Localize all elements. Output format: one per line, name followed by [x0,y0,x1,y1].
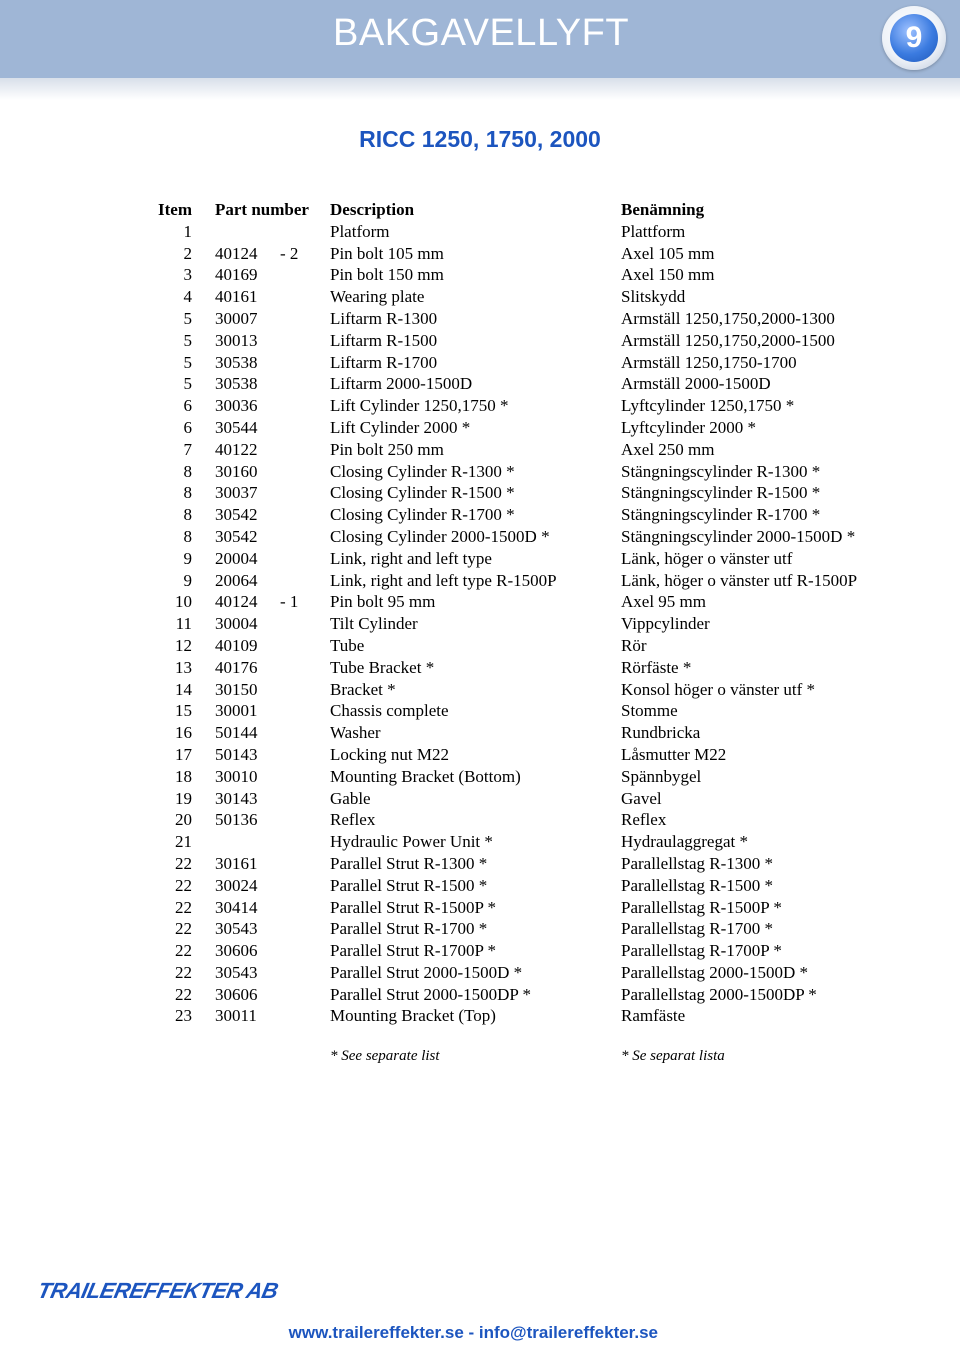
table-row [0,722,960,744]
item-cell: 8 [183,461,192,481]
item-cell: 14 [175,679,192,699]
benamning-cell: Rörfäste * [621,657,692,677]
description-cell: Parallel Strut R-1500 * [330,875,488,895]
item-cell: 13 [175,657,192,677]
part-number-cell: 50144 [215,723,258,743]
item-cell: 6 [183,417,192,437]
item-cell: 10 [175,592,192,612]
part-number-cell: 40176 [215,657,258,677]
part-number-cell: 30538 [215,352,258,372]
item-cell: 23 [175,1006,192,1026]
part-number-cell: 30544 [215,417,258,437]
part-number-cell: 50143 [215,744,258,764]
table-row [0,417,960,439]
benamning-cell: Låsmutter M22 [621,744,727,764]
table-row [0,897,960,919]
table-row [0,918,960,940]
model-subtitle: RICC 1250, 1750, 2000 [359,126,601,152]
part-number-cell: 30543 [215,962,258,982]
table-row [0,264,960,286]
part-number-cell: 30606 [215,941,258,961]
description-cell: Gable [330,788,371,808]
item-cell: 2 [183,243,192,263]
description-cell: Link, right and left type R-1500P [330,570,557,590]
part-number-cell: 30606 [215,984,258,1004]
table-row [0,526,960,548]
part-number-cell: 40124 [215,592,258,612]
part-number-cell: 50136 [215,810,258,830]
footer-contact: www.trailereffekter.se - info@trailereffekter.se [288,1323,658,1342]
footnote-english: * See separate list [330,1048,440,1064]
table-row [0,657,960,679]
benamning-cell: Parallellstag R-1500 * [621,875,774,895]
part-number-cell: 30013 [215,330,258,350]
benamning-cell: Armställ 1250,1750,2000-1300 [621,308,835,328]
item-cell: 22 [175,897,192,917]
item-cell: 12 [175,635,192,655]
description-cell: Parallel Strut 2000-1500D * [330,962,523,982]
part-number-cell: 30024 [215,875,258,895]
item-cell: 18 [175,766,192,786]
table-row [0,984,960,1006]
benamning-cell: Rundbricka [621,723,701,743]
item-cell: 20 [175,810,192,830]
benamning-cell: Vippcylinder [621,614,710,634]
item-cell: 8 [183,526,192,546]
part-number-cell: 40169 [215,265,258,285]
part-number-cell: 40109 [215,635,258,655]
benamning-cell: Axel 105 mm [621,243,715,263]
item-cell: 22 [175,962,192,982]
benamning-cell: Hydraulaggregat * [621,832,748,852]
part-number-cell: 30160 [215,461,258,481]
table-row [0,439,960,461]
header-description: Description [330,200,415,219]
part-number-cell: 30143 [215,788,258,808]
description-cell: Liftarm 2000-1500D [330,374,473,394]
table-row [0,243,960,265]
benamning-cell: Axel 250 mm [621,439,715,459]
table-row [0,940,960,962]
item-cell: 5 [183,308,192,328]
table-row [0,875,960,897]
benamning-cell: Spännbygel [621,766,702,786]
header-shadow [0,78,960,100]
part-number-cell: 40161 [215,287,258,307]
description-cell: Parallel Strut R-1500P * [330,897,497,917]
benamning-cell: Rör [621,635,647,655]
variant-cell: - 1 [280,592,299,612]
description-cell: Pin bolt 105 mm [330,243,444,263]
table-row [0,635,960,657]
item-cell: 21 [175,832,192,852]
item-cell: 5 [183,374,192,394]
table-row [0,461,960,483]
benamning-cell: Gavel [621,788,662,808]
header-item: Item [158,200,192,219]
item-cell: 22 [175,919,192,939]
item-cell: 22 [175,875,192,895]
part-number-cell: 30004 [215,614,258,634]
part-number-cell: 30011 [215,1006,257,1026]
table-row [0,308,960,330]
benamning-cell: Länk, höger o vänster utf R-1500P [621,570,858,590]
item-cell: 22 [175,984,192,1004]
description-cell: Mounting Bracket (Bottom) [330,766,521,786]
benamning-cell: Plattform [621,221,686,241]
table-row [0,591,960,613]
part-number-cell: 30010 [215,766,258,786]
table-row [0,482,960,504]
variant-cell: - 2 [280,243,299,263]
benamning-cell: Ramfäste [621,1006,686,1026]
description-cell: Tube Bracket * [330,657,435,677]
description-cell: Wearing plate [330,287,425,307]
description-cell: Parallel Strut 2000-1500DP * [330,984,531,1004]
description-cell: Link, right and left type [330,548,492,568]
item-cell: 15 [175,701,192,721]
item-cell: 11 [175,614,192,634]
benamning-cell: Axel 95 mm [621,592,706,612]
benamning-cell: Lyftcylinder 2000 * [621,417,757,437]
benamning-cell: Slitskydd [621,287,686,307]
description-cell: Parallel Strut R-1700P * [330,941,497,961]
benamning-cell: Stängningscylinder 2000-1500D * [621,526,856,546]
part-number-cell: 30036 [215,396,258,416]
table-row [0,700,960,722]
table-row [0,853,960,875]
part-number-cell: 40124 [215,243,258,263]
item-cell: 22 [175,853,192,873]
table-row [0,831,960,853]
description-cell: Locking nut M22 [330,744,449,764]
part-number-cell: 20004 [215,548,258,568]
part-number-cell: 30542 [215,505,258,525]
benamning-cell: Lyftcylinder 1250,1750 * [621,396,795,416]
benamning-cell: Reflex [621,810,667,830]
description-cell: Liftarm R-1300 [330,308,438,328]
benamning-cell: Parallellstag R-1700P * [621,941,782,961]
description-cell: Platform [330,221,390,241]
benamning-cell: Armställ 2000-1500D [621,374,771,394]
description-cell: Lift Cylinder 1250,1750 * [330,396,509,416]
header-benamning: Benämning [621,200,705,219]
benamning-cell: Stängningscylinder R-1700 * [621,505,821,525]
description-cell: Chassis complete [330,701,449,721]
part-number-cell: 30538 [215,374,258,394]
benamning-cell: Stängningscylinder R-1500 * [621,483,821,503]
part-number-cell: 40122 [215,439,258,459]
item-cell: 5 [183,352,192,372]
header-part-number: Part number [215,200,309,219]
benamning-cell: Parallellstag R-1300 * [621,853,774,873]
item-cell: 8 [183,505,192,525]
part-number-cell: 30150 [215,679,258,699]
description-cell: Pin bolt 150 mm [330,265,444,285]
table-row [0,679,960,701]
page-number-badge [882,6,946,70]
description-cell: Tilt Cylinder [330,614,418,634]
description-cell: Pin bolt 250 mm [330,439,444,459]
table-row [0,504,960,526]
table-row [0,352,960,374]
benamning-cell: Parallellstag R-1700 * [621,919,774,939]
benamning-cell: Länk, höger o vänster utf [621,548,793,568]
page-title: BAKGAVELLYFT [333,12,630,54]
benamning-cell: Konsol höger o vänster utf * [621,679,816,699]
part-number-cell: 30001 [215,701,258,721]
description-cell: Closing Cylinder R-1700 * [330,505,515,525]
table-row [0,330,960,352]
part-number-cell: 30543 [215,919,258,939]
description-cell: Closing Cylinder 2000-1500D * [330,526,550,546]
benamning-cell: Armställ 1250,1750-1700 [621,352,797,372]
item-cell: 5 [183,330,192,350]
table-row [0,962,960,984]
description-cell: Parallel Strut R-1300 * [330,853,488,873]
table-row [0,809,960,831]
description-cell: Mounting Bracket (Top) [330,1006,496,1026]
table-row [0,766,960,788]
description-cell: Pin bolt 95 mm [330,592,436,612]
description-cell: Reflex [330,810,376,830]
benamning-cell: Armställ 1250,1750,2000-1500 [621,330,835,350]
table-row [0,570,960,592]
parts-table [0,199,960,1027]
part-number-cell: 20064 [215,570,258,590]
part-number-cell: 30161 [215,853,258,873]
benamning-cell: Axel 150 mm [621,265,715,285]
part-number-cell: 30542 [215,526,258,546]
table-header [0,199,960,221]
item-cell: 8 [183,483,192,503]
part-number-cell: 30037 [215,483,258,503]
benamning-cell: Parallellstag 2000-1500DP * [621,984,817,1004]
description-cell: Closing Cylinder R-1300 * [330,461,515,481]
benamning-cell: Parallellstag R-1500P * [621,897,782,917]
item-cell: 7 [183,439,192,459]
table-row [0,1005,960,1027]
description-cell: Hydraulic Power Unit * [330,832,493,852]
table-row [0,395,960,417]
item-cell: 1 [183,221,192,241]
table-row [0,548,960,570]
part-number-cell: 30007 [215,308,258,328]
company-logo: TRAILEREFFEKTER AB [35,1278,281,1303]
item-cell: 16 [175,723,192,743]
page-number: 9 [890,14,938,62]
item-cell: 17 [175,744,192,764]
benamning-cell: Stomme [621,701,678,721]
item-cell: 3 [183,265,192,285]
footnote-swedish: * Se separat lista [621,1048,725,1064]
table-row [0,373,960,395]
item-cell: 6 [183,396,192,416]
table-body [0,221,960,1027]
table-row [0,744,960,766]
description-cell: Closing Cylinder R-1500 * [330,483,515,503]
description-cell: Liftarm R-1700 [330,352,438,372]
description-cell: Parallel Strut R-1700 * [330,919,488,939]
table-row [0,788,960,810]
table-row [0,286,960,308]
item-cell: 22 [175,941,192,961]
item-cell: 4 [183,287,192,307]
item-cell: 19 [175,788,192,808]
table-row [0,613,960,635]
description-cell: Tube [330,635,365,655]
item-cell: 9 [183,570,192,590]
benamning-cell: Parallellstag 2000-1500D * [621,962,808,982]
description-cell: Bracket * [330,679,396,699]
item-cell: 9 [183,548,192,568]
description-cell: Lift Cylinder 2000 * [330,417,471,437]
benamning-cell: Stängningscylinder R-1300 * [621,461,821,481]
description-cell: Liftarm R-1500 [330,330,438,350]
table-row [0,221,960,243]
description-cell: Washer [330,723,381,743]
part-number-cell: 30414 [215,897,258,917]
